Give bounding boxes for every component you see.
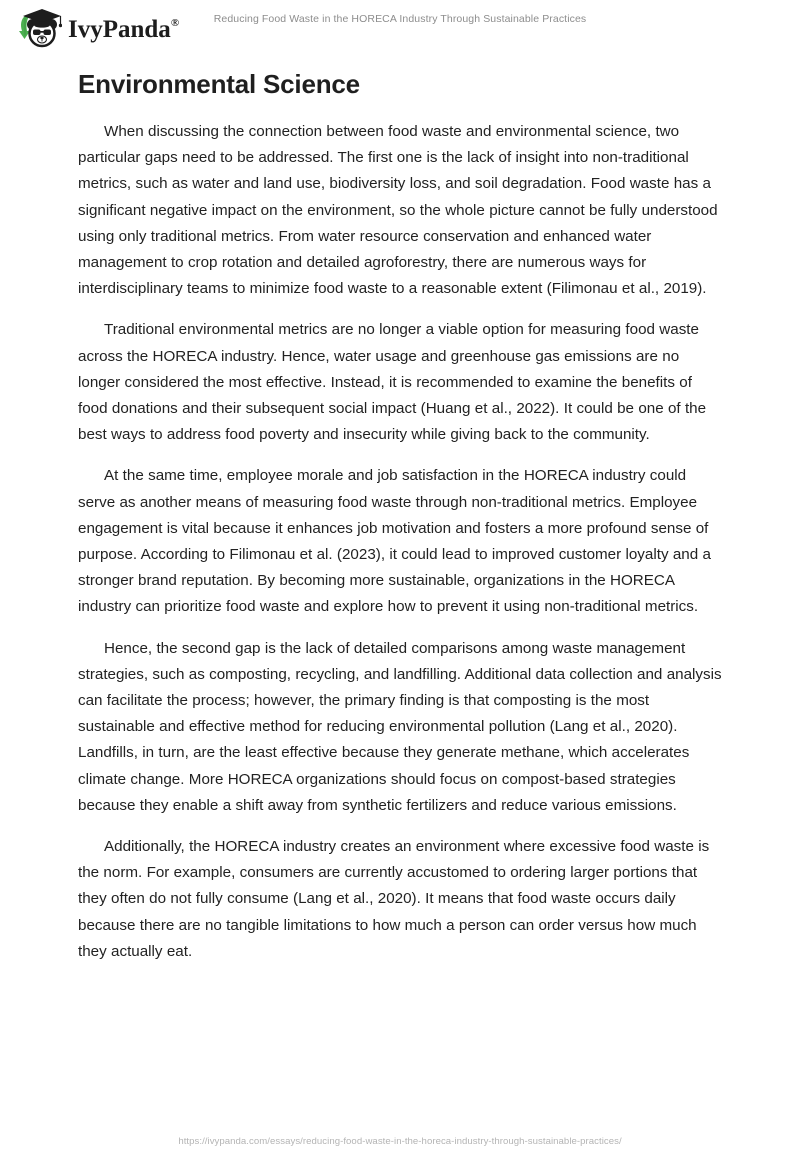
body-paragraph: Hence, the second gap is the lack of detailed comparisons among waste management strategies, such as composting, recycling, and landfilling. Additional data collection and analysis can facilitate the process; however, the primary finding is that composting is the most sustainable and effective method for reducing environmental pollution (Lang et al., 2020). Landfills, in turn, are the least effective because they generate methane, which accelerates climate change. More HORECA organizations should focus on compost-based strategies because they enable a shift away from synthetic fertilizers and reduce various emissions. bbox=[78, 639, 722, 814]
page-title: Environmental Science bbox=[78, 69, 360, 99]
page-footer bbox=[0, 1131, 800, 1149]
document-title-header: Reducing Food Waste in the HORECA Industry Through Sustainable Practices bbox=[213, 13, 587, 25]
body-paragraph: When discussing the connection between food waste and environmental science, two particular gaps need to be addressed. The first one is the lack of insight into non-traditional metrics, such as water and land use, biodiversity loss, and soil degradation. Food waste has a significant negative impact on the environment, so the whole picture cannot be fully understood using only traditional metrics. From water resource conservation and enhanced water management to crop rotation and detailed agroforestry, there are numerous ways for interdisciplinary teams to minimize food waste to a reasonable extent (Filimonau et al., 2019). bbox=[78, 122, 718, 298]
registered-trademark-icon: ® bbox=[170, 17, 180, 30]
body-paragraph: At the same time, employee morale and job satisfaction in the HORECA industry could serve as another means of measuring food waste through non-traditional metrics. Employee engagement is vital because it enhances job motivation and fosters a more profound sense of purpose. According to Filimonau et al. (2023), it could lead to improved customer loyalty and a stronger brand reputation. By becoming more sustainable, organizations in the HORECA industry can prioritize food waste and explore how to prevent it using non-traditional metrics. bbox=[78, 467, 711, 616]
brand-name-text: IvyPanda bbox=[68, 15, 171, 43]
body-paragraph: Traditional environmental metrics are no longer a viable option for measuring food waste across the HORECA industry. Hence, water usage and greenhouse gas emissions are no longer considered the most effective. Instead, it is recommended to examine the benefits of food donations and their subsequent social impact (Huang et al., 2022). It could be one of the best ways to address food poverty and insecurity while giving back to the community. bbox=[78, 321, 707, 444]
page-header bbox=[0, 0, 800, 56]
source-url-link[interactable]: https://ivypanda.com/essays/reducing-food-waste-in-the-horeca-industry-through-sustainable-practices/ bbox=[178, 1136, 622, 1147]
body-paragraph: Additionally, the HORECA industry creates an environment where excessive food waste is the norm. For example, consumers are currently accustomed to ordering larger portions that they often do not fully consume (Lang et al., 2020). It means that food waste occurs daily because there are no tangible limitations to how much a person can order versus how much they actually eat. bbox=[78, 837, 710, 960]
document-content bbox=[78, 70, 722, 980]
